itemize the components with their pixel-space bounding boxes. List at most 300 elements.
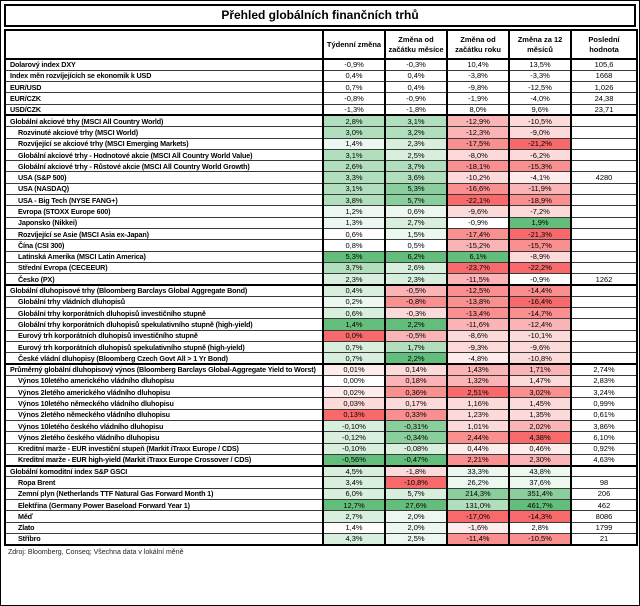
row-label: Dolarový index DXY — [10, 60, 76, 70]
cell-weekly-change: 0,7% — [323, 353, 385, 364]
cell-ytd-change: -15,2% — [447, 240, 509, 251]
row-label: Globální akciové trhy - Růstové akcie (MSCI All Country World Growth) — [5, 161, 323, 172]
cell-weekly-change: 0,7% — [323, 82, 385, 93]
table-row — [5, 500, 637, 511]
cell-mtd-change: 1,5% — [385, 228, 447, 239]
header-last-value: Poslední hodnota — [571, 30, 637, 59]
cell-ytd-change: -9,3% — [447, 341, 509, 352]
cell-12m-change: 1,45% — [509, 398, 571, 409]
row-label: Globální trhy korporátních dluhopisů spekulativního stupně (high-yield) — [5, 319, 323, 330]
cell-12m-change: 2,02% — [509, 421, 571, 432]
row-label: Globální akciové trhy - Hodnotové akcie (MSCI All Country World Value) — [5, 149, 323, 160]
row-label: Zlato — [5, 522, 323, 533]
cell-mtd-change: 2,3% — [385, 138, 447, 149]
cell-mtd-change: 2,5% — [385, 533, 447, 544]
cell-ytd-change: 33,3% — [447, 466, 509, 477]
cell-last-value: 3,24% — [571, 387, 637, 398]
table-row — [5, 432, 637, 443]
row-label: USA - Big Tech (NYSE FANG+) — [5, 195, 323, 206]
cell-mtd-change: 3,7% — [385, 161, 447, 172]
cell-weekly-change: -0,9% — [323, 59, 385, 70]
table-row — [5, 115, 637, 126]
cell-last-value — [571, 296, 637, 307]
row-label: Výnos 10letého českého vládního dluhopisu — [5, 421, 323, 432]
cell-last-value: 21 — [571, 533, 637, 544]
cell-last-value — [571, 308, 637, 319]
cell-weekly-change: 3,1% — [323, 183, 385, 194]
cell-mtd-change: -0,3% — [385, 59, 447, 70]
cell-last-value: 6,10% — [571, 432, 637, 443]
cell-mtd-change: -0,5% — [385, 285, 447, 296]
cell-12m-change: -12,5% — [509, 82, 571, 93]
cell-ytd-change: -17,0% — [447, 511, 509, 522]
cell-12m-change: -10,1% — [509, 330, 571, 341]
table-row — [5, 82, 637, 93]
cell-weekly-change: 0,02% — [323, 387, 385, 398]
cell-last-value — [571, 353, 637, 364]
cell-mtd-change: 0,36% — [385, 387, 447, 398]
cell-weekly-change: 3,0% — [323, 127, 385, 138]
cell-last-value — [571, 262, 637, 273]
cell-12m-change: 1,9% — [509, 217, 571, 228]
cell-ytd-change: 1,43% — [447, 364, 509, 375]
row-label: Česko (PX) — [5, 274, 323, 285]
row-label: USA (NASDAQ) — [5, 183, 323, 194]
cell-weekly-change: -0,56% — [323, 454, 385, 465]
cell-weekly-change: 0,4% — [323, 70, 385, 81]
table-row — [5, 195, 637, 206]
row-label: Výnos 2letého německého vládního dluhopisu — [5, 409, 323, 420]
cell-ytd-change: -8,6% — [447, 330, 509, 341]
cell-ytd-change: 1,01% — [447, 421, 509, 432]
cell-mtd-change: 3,1% — [385, 115, 447, 126]
cell-ytd-change: -11,4% — [447, 533, 509, 544]
cell-ytd-change: -13,4% — [447, 308, 509, 319]
cell-ytd-change: -17,4% — [447, 228, 509, 239]
row-label: Elektřina (Germany Power Baseload Forward Year 1) — [5, 500, 323, 511]
cell-12m-change: 461,7% — [509, 500, 571, 511]
cell-weekly-change: 3,3% — [323, 172, 385, 183]
cell-ytd-change: 1,32% — [447, 375, 509, 386]
table-row — [5, 104, 637, 115]
cell-weekly-change: 12,7% — [323, 500, 385, 511]
cell-ytd-change: -17,5% — [447, 138, 509, 149]
cell-mtd-change: 5,7% — [385, 195, 447, 206]
cell-ytd-change: 10,4% — [447, 59, 509, 70]
cell-ytd-change: -1,9% — [447, 93, 509, 104]
cell-mtd-change: 0,33% — [385, 409, 447, 420]
cell-mtd-change: 5,3% — [385, 183, 447, 194]
cell-12m-change: -22,2% — [509, 262, 571, 273]
cell-ytd-change: -12,3% — [447, 127, 509, 138]
row-label: Výnos 2letého amerického vládního dluhopisu — [5, 387, 323, 398]
cell-last-value — [571, 228, 637, 239]
cell-12m-change: -15,3% — [509, 161, 571, 172]
cell-weekly-change: -1,3% — [323, 104, 385, 115]
cell-mtd-change: 2,6% — [385, 262, 447, 273]
row-label: Evropa (STOXX Europe 600) — [5, 206, 323, 217]
cell-weekly-change: 2,8% — [323, 115, 385, 126]
cell-ytd-change: 214,3% — [447, 488, 509, 499]
cell-mtd-change: 2,3% — [385, 274, 447, 285]
cell-12m-change: 1,47% — [509, 375, 571, 386]
cell-ytd-change: 131,0% — [447, 500, 509, 511]
cell-last-value: 105,6 — [571, 59, 637, 70]
cell-last-value: 1668 — [571, 70, 637, 81]
cell-mtd-change: 2,2% — [385, 353, 447, 364]
row-label: Měď — [5, 511, 323, 522]
cell-ytd-change: -22,1% — [447, 195, 509, 206]
table-row — [5, 161, 637, 172]
row-label: Stříbro — [5, 533, 323, 544]
cell-ytd-change: -4,8% — [447, 353, 509, 364]
cell-12m-change: 0,46% — [509, 443, 571, 454]
table-row — [5, 466, 637, 477]
cell-12m-change: -21,3% — [509, 228, 571, 239]
cell-12m-change: -9,6% — [509, 341, 571, 352]
cell-last-value: 0,92% — [571, 443, 637, 454]
row-label: Japonsko (Nikkei) — [5, 217, 323, 228]
table-row — [5, 319, 637, 330]
cell-ytd-change: 26,2% — [447, 477, 509, 488]
row-label: Globální komoditní index S&P GSCI — [5, 466, 323, 477]
cell-last-value: 3,86% — [571, 421, 637, 432]
cell-ytd-change: -13,8% — [447, 296, 509, 307]
table-row — [5, 398, 637, 409]
cell-weekly-change: 1,2% — [323, 206, 385, 217]
cell-last-value: 1,026 — [571, 82, 637, 93]
cell-12m-change: -12,4% — [509, 319, 571, 330]
cell-mtd-change: 3,2% — [385, 127, 447, 138]
cell-ytd-change: 2,44% — [447, 432, 509, 443]
cell-ytd-change: 0,44% — [447, 443, 509, 454]
cell-ytd-change: -10,2% — [447, 172, 509, 183]
table-row — [5, 240, 637, 251]
cell-weekly-change: 3,1% — [323, 149, 385, 160]
cell-12m-change: -14,7% — [509, 308, 571, 319]
table-row — [5, 285, 637, 296]
header-row — [5, 30, 637, 59]
cell-weekly-change: 0,8% — [323, 240, 385, 251]
cell-12m-change: -10,5% — [509, 115, 571, 126]
row-label: Index měn rozvíjejících se ekonomik k USD — [5, 70, 323, 81]
table-row — [5, 172, 637, 183]
cell-12m-change: -11,9% — [509, 183, 571, 194]
table-row — [5, 149, 637, 160]
cell-12m-change: -15,7% — [509, 240, 571, 251]
table-row — [5, 341, 637, 352]
table-row — [5, 138, 637, 149]
cell-12m-change: -7,2% — [509, 206, 571, 217]
cell-ytd-change: -11,6% — [447, 319, 509, 330]
cell-ytd-change: -11,5% — [447, 274, 509, 285]
cell-mtd-change: -10,8% — [385, 477, 447, 488]
cell-weekly-change: -0,10% — [323, 443, 385, 454]
cell-ytd-change: 8,0% — [447, 104, 509, 115]
cell-12m-change: -10,5% — [509, 533, 571, 544]
cell-weekly-change: 3,4% — [323, 477, 385, 488]
table-row — [5, 70, 637, 81]
cell-last-value: 2,83% — [571, 375, 637, 386]
cell-weekly-change: 2,6% — [323, 161, 385, 172]
header-instrument-blank — [5, 30, 323, 59]
cell-last-value: 24,38 — [571, 93, 637, 104]
cell-mtd-change: 27,6% — [385, 500, 447, 511]
cell-mtd-change: 6,2% — [385, 251, 447, 262]
row-label: Rozvíjející se Asie (MSCI Asia ex-Japan) — [5, 228, 323, 239]
cell-weekly-change: 0,13% — [323, 409, 385, 420]
cell-12m-change: 13,5% — [509, 59, 571, 70]
cell-mtd-change: -0,08% — [385, 443, 447, 454]
cell-last-value — [571, 240, 637, 251]
table-row — [5, 443, 637, 454]
cell-ytd-change: -23,7% — [447, 262, 509, 273]
row-label: USD/CZK — [5, 104, 323, 115]
row-label: EUR/CZK — [5, 93, 323, 104]
row-label: Globální trhy korporátních dluhopisů investičního stupně — [5, 308, 323, 319]
cell-mtd-change: 1,7% — [385, 341, 447, 352]
cell-weekly-change: 2,7% — [323, 511, 385, 522]
cell-mtd-change: 2,5% — [385, 149, 447, 160]
cell-ytd-change: -9,8% — [447, 82, 509, 93]
row-label: Čína (CSI 300) — [5, 240, 323, 251]
cell-mtd-change: 0,5% — [385, 240, 447, 251]
cell-last-value — [571, 183, 637, 194]
cell-last-value: 0,61% — [571, 409, 637, 420]
table-row — [5, 217, 637, 228]
row-label: Globální akciové trhy (MSCI All Country World) — [5, 115, 323, 126]
row-label: Rozvinuté akciové trhy (MSCI World) — [5, 127, 323, 138]
row-label: Výnos 10letého amerického vládního dluhopisu — [5, 375, 323, 386]
cell-last-value — [571, 138, 637, 149]
table-row — [5, 262, 637, 273]
row-label: Eurový trh korporátních dluhopisů investičního stupně — [5, 330, 323, 341]
cell-mtd-change: -0,3% — [385, 308, 447, 319]
cell-weekly-change: 0,6% — [323, 228, 385, 239]
header-12m-change: Změna za 12 měsíců — [509, 30, 571, 59]
cell-12m-change: -3,3% — [509, 70, 571, 81]
cell-mtd-change: -0,34% — [385, 432, 447, 443]
cell-weekly-change: -0,10% — [323, 421, 385, 432]
table-row — [5, 533, 637, 544]
cell-weekly-change: 0,2% — [323, 296, 385, 307]
cell-last-value: 98 — [571, 477, 637, 488]
cell-last-value — [571, 195, 637, 206]
table-row — [5, 228, 637, 239]
cell-mtd-change: -0,9% — [385, 93, 447, 104]
cell-12m-change: -18,9% — [509, 195, 571, 206]
cell-12m-change: -16,4% — [509, 296, 571, 307]
cell-12m-change: 4,38% — [509, 432, 571, 443]
cell-last-value: 1262 — [571, 274, 637, 285]
table-row — [5, 206, 637, 217]
cell-mtd-change: 2,0% — [385, 511, 447, 522]
cell-ytd-change: -16,6% — [447, 183, 509, 194]
table-row — [5, 409, 637, 420]
row-label: EUR/USD — [5, 82, 323, 93]
row-label: Eurový trh korporátních dluhopisů spekulativního stupně (high-yield) — [5, 341, 323, 352]
cell-last-value: 4280 — [571, 172, 637, 183]
table-row — [5, 274, 637, 285]
row-label: Ropa Brent — [5, 477, 323, 488]
table-row — [5, 308, 637, 319]
table-row — [5, 127, 637, 138]
cell-12m-change: -6,2% — [509, 149, 571, 160]
cell-last-value — [571, 161, 637, 172]
cell-weekly-change: 6,0% — [323, 488, 385, 499]
cell-weekly-change: 5,3% — [323, 251, 385, 262]
cell-mtd-change: -0,47% — [385, 454, 447, 465]
cell-last-value — [571, 127, 637, 138]
cell-12m-change: 2,8% — [509, 522, 571, 533]
cell-last-value — [571, 330, 637, 341]
cell-mtd-change: 5,7% — [385, 488, 447, 499]
header-ytd-change: Změna od začátku roku — [447, 30, 509, 59]
cell-last-value — [571, 319, 637, 330]
cell-last-value — [571, 115, 637, 126]
row-label: Latinská Amerika (MSCI Latin America) — [5, 251, 323, 262]
table-row — [5, 375, 637, 386]
cell-12m-change: -4,0% — [509, 93, 571, 104]
table-row — [5, 511, 637, 522]
cell-last-value: 462 — [571, 500, 637, 511]
cell-mtd-change: -0,31% — [385, 421, 447, 432]
cell-ytd-change: -0,9% — [447, 217, 509, 228]
cell-weekly-change: 4,3% — [323, 533, 385, 544]
row-label: Globální dluhopisové trhy (Bloomberg Barclays Global Aggregate Bond) — [5, 285, 323, 296]
cell-weekly-change: 3,7% — [323, 262, 385, 273]
row-label: Výnos 2letého českého vládního dluhopisu — [5, 432, 323, 443]
cell-weekly-change: 0,6% — [323, 308, 385, 319]
cell-mtd-change: 2,7% — [385, 217, 447, 228]
cell-ytd-change: 1,16% — [447, 398, 509, 409]
table-row — [5, 353, 637, 364]
cell-ytd-change: 1,23% — [447, 409, 509, 420]
cell-mtd-change: 0,18% — [385, 375, 447, 386]
cell-12m-change: 1,35% — [509, 409, 571, 420]
row-label: USA (S&P 500) — [5, 172, 323, 183]
cell-12m-change: -14,3% — [509, 511, 571, 522]
table-row — [5, 477, 637, 488]
cell-weekly-change: 1,4% — [323, 522, 385, 533]
cell-weekly-change: 0,0% — [323, 330, 385, 341]
cell-weekly-change: 1,4% — [323, 138, 385, 149]
cell-last-value: 23,71 — [571, 104, 637, 115]
cell-12m-change: 1,71% — [509, 364, 571, 375]
cell-ytd-change: -18,1% — [447, 161, 509, 172]
row-label: Průměrný globální dluhopisový výnos (Bloomberg Barclays Global-Aggregate Yield to Worst) — [5, 364, 323, 375]
table-row — [5, 251, 637, 262]
row-label: Kreditní marže - EUR investiční stupeň (Markit iTraxx Europe / CDS) — [5, 443, 323, 454]
page-title: Přehled globálních finančních trhů — [4, 4, 636, 27]
table-row — [5, 59, 637, 70]
row-label: Výnos 10letého německého vládního dluhopisu — [5, 398, 323, 409]
cell-12m-change: 37,6% — [509, 477, 571, 488]
cell-mtd-change: 2,2% — [385, 319, 447, 330]
cell-last-value — [571, 206, 637, 217]
cell-weekly-change: 0,7% — [323, 341, 385, 352]
row-label: Zemní plyn (Netherlands TTF Natural Gas Forward Month 1) — [5, 488, 323, 499]
source-note: Zdroj: Bloomberg, Conseq; Všechna data v lokální měně — [8, 548, 184, 556]
cell-mtd-change: -0,8% — [385, 296, 447, 307]
cell-mtd-change: 0,14% — [385, 364, 447, 375]
row-label: Střední Evropa (CECEEUR) — [5, 262, 323, 273]
cell-ytd-change: -8,0% — [447, 149, 509, 160]
cell-weekly-change: 3,8% — [323, 195, 385, 206]
cell-weekly-change: 0,00% — [323, 375, 385, 386]
cell-mtd-change: 0,4% — [385, 70, 447, 81]
cell-weekly-change: 0,4% — [323, 285, 385, 296]
cell-12m-change: 9,6% — [509, 104, 571, 115]
cell-weekly-change: 4,5% — [323, 466, 385, 477]
cell-mtd-change: 2,0% — [385, 522, 447, 533]
cell-12m-change: 2,30% — [509, 454, 571, 465]
cell-weekly-change: 0,01% — [323, 364, 385, 375]
cell-mtd-change: 0,4% — [385, 82, 447, 93]
cell-last-value: 4,63% — [571, 454, 637, 465]
table-row — [5, 387, 637, 398]
cell-mtd-change: 3,6% — [385, 172, 447, 183]
table-body — [5, 59, 637, 545]
markets-table — [4, 29, 638, 546]
cell-last-value — [571, 341, 637, 352]
row-label: Kreditní marže - EUR high-yield (Markit iTraxx Europe Crossover / CDS) — [5, 454, 323, 465]
cell-last-value: 2,74% — [571, 364, 637, 375]
cell-last-value — [571, 217, 637, 228]
cell-ytd-change: 2,51% — [447, 387, 509, 398]
row-label: Globální trhy vládních dluhopisů — [5, 296, 323, 307]
cell-12m-change: -10,8% — [509, 353, 571, 364]
cell-mtd-change: -1,8% — [385, 466, 447, 477]
cell-last-value — [571, 466, 637, 477]
table-row — [5, 454, 637, 465]
table-row — [5, 488, 637, 499]
table-row — [5, 93, 637, 104]
cell-12m-change: -0,9% — [509, 274, 571, 285]
header-mtd-change: Změna od začátku měsíce — [385, 30, 447, 59]
cell-12m-change: -4,1% — [509, 172, 571, 183]
table-row — [5, 522, 637, 533]
cell-weekly-change: -0,12% — [323, 432, 385, 443]
cell-ytd-change: -12,9% — [447, 115, 509, 126]
cell-12m-change: 3,02% — [509, 387, 571, 398]
cell-weekly-change: -0,8% — [323, 93, 385, 104]
cell-last-value: 1799 — [571, 522, 637, 533]
cell-mtd-change: -0,5% — [385, 330, 447, 341]
cell-last-value — [571, 251, 637, 262]
cell-mtd-change: -1,8% — [385, 104, 447, 115]
cell-last-value: 8086 — [571, 511, 637, 522]
cell-12m-change: 351,4% — [509, 488, 571, 499]
cell-12m-change: -14,4% — [509, 285, 571, 296]
row-label: Rozvíjející se akciové trhy (MSCI Emerging Markets) — [5, 138, 323, 149]
cell-12m-change: -9,0% — [509, 127, 571, 138]
table-row — [5, 364, 637, 375]
cell-last-value — [571, 149, 637, 160]
cell-ytd-change: 6,1% — [447, 251, 509, 262]
cell-last-value: 0,99% — [571, 398, 637, 409]
table-row — [5, 296, 637, 307]
cell-ytd-change: -1,6% — [447, 522, 509, 533]
cell-weekly-change: 2,3% — [323, 274, 385, 285]
cell-12m-change: -8,9% — [509, 251, 571, 262]
cell-weekly-change: 0,03% — [323, 398, 385, 409]
cell-ytd-change: -9,6% — [447, 206, 509, 217]
row-label: České vládní dluhopisy (Bloomberg Czech Govt All > 1 Yr Bond) — [5, 353, 323, 364]
cell-last-value — [571, 285, 637, 296]
cell-mtd-change: 0,17% — [385, 398, 447, 409]
table-row — [5, 330, 637, 341]
